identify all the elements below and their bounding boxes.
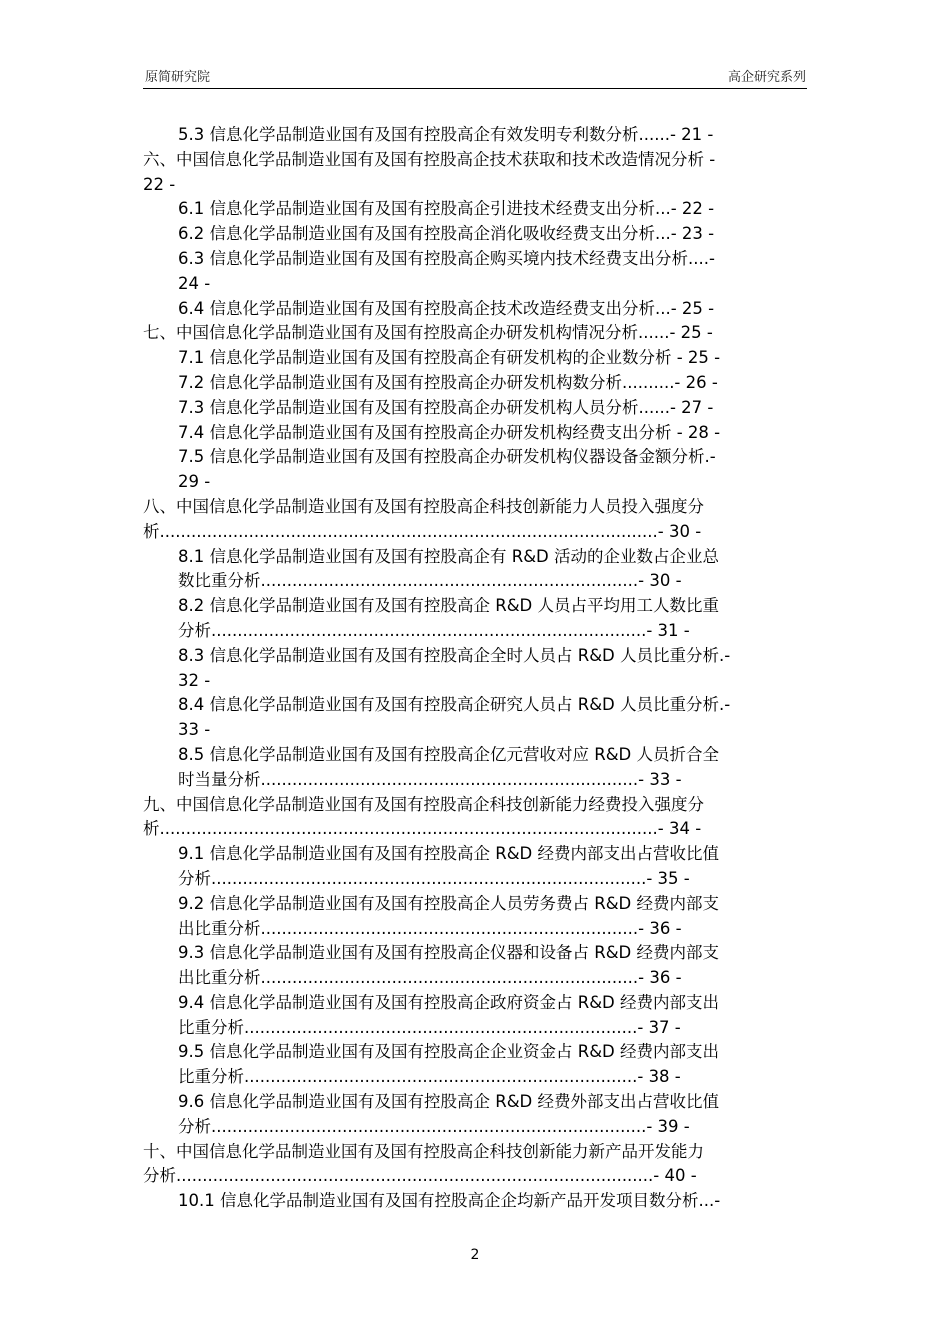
toc-entry-line[interactable]: 8.5 信息化学品制造业国有及国有控股高企亿元营收对应 R&D 人员折合全 — [178, 744, 720, 764]
toc-entry-line[interactable]: 比重分析...........................................................................- 37 - — [178, 1017, 681, 1037]
table-of-contents — [143, 123, 807, 1214]
toc-entry-line[interactable]: 数比重分析........................................................................- 30 - — [178, 571, 682, 591]
toc-entry-line[interactable]: 析...............................................................................................- 30 - — [143, 521, 702, 541]
toc-entry-line[interactable]: 9.3 信息化学品制造业国有及国有控股高企仪器和设备占 R&D 经费内部支 — [178, 943, 720, 963]
toc-entry-line[interactable]: 8.2 信息化学品制造业国有及国有控股高企 R&D 人员占平均用工人数比重 — [178, 596, 720, 616]
toc-entry-line[interactable]: 8.3 信息化学品制造业国有及国有控股高企全时人员占 R&D 人员比重分析.- — [178, 645, 731, 665]
header-right-text: 高企研究系列 — [727, 70, 806, 85]
toc-entry-line[interactable]: 分析...................................................................................- 39 - — [178, 1116, 690, 1136]
toc-entry-line[interactable]: 分析...................................................................................- 35 - — [178, 868, 690, 888]
toc-entry-line[interactable]: 33 - — [178, 720, 211, 740]
toc-entry-line[interactable]: 6.1 信息化学品制造业国有及国有控股高企引进技术经费支出分析...- 22 - — [178, 199, 715, 219]
toc-entry-line[interactable]: 六、中国信息化学品制造业国有及国有控股高企技术获取和技术改造情况分析 - — [143, 149, 716, 169]
toc-entry-line[interactable]: 8.4 信息化学品制造业国有及国有控股高企研究人员占 R&D 人员比重分析.- — [178, 695, 731, 715]
toc-entry-line[interactable]: 9.5 信息化学品制造业国有及国有控股高企企业资金占 R&D 经费内部支出 — [178, 1042, 720, 1062]
header-rule — [143, 88, 807, 89]
toc-entry-line[interactable]: 出比重分析........................................................................- 36 - — [178, 918, 682, 938]
toc-entry-line[interactable]: 十、中国信息化学品制造业国有及国有控股高企科技创新能力新产品开发能力 — [143, 1141, 704, 1161]
toc-entry-line[interactable]: 10.1 信息化学品制造业国有及国有控股高企企均新产品开发项目数分析...- — [178, 1191, 721, 1211]
toc-entry-line[interactable]: 七、中国信息化学品制造业国有及国有控股高企办研发机构情况分析......- 25 - — [143, 323, 713, 343]
toc-entry-line[interactable]: 分析...........................................................................................- 40 - — [143, 1166, 697, 1186]
toc-entry-line[interactable]: 7.1 信息化学品制造业国有及国有控股高企有研发机构的企业数分析 - 25 - — [178, 348, 721, 368]
toc-entry-line[interactable]: 八、中国信息化学品制造业国有及国有控股高企科技创新能力人员投入强度分 — [143, 496, 704, 516]
toc-entry-line[interactable]: 9.4 信息化学品制造业国有及国有控股高企政府资金占 R&D 经费内部支出 — [178, 992, 720, 1012]
toc-entry-line[interactable]: 6.4 信息化学品制造业国有及国有控股高企技术改造经费支出分析...- 25 - — [178, 298, 715, 318]
toc-entry-line[interactable]: 32 - — [178, 670, 211, 690]
toc-entry-line[interactable]: 7.5 信息化学品制造业国有及国有控股高企办研发机构仪器设备金额分析.- — [178, 447, 716, 467]
toc-entry-line[interactable]: 出比重分析........................................................................- 36 - — [178, 968, 682, 988]
header-left-text: 原简研究院 — [145, 70, 211, 85]
toc-entry-line[interactable]: 比重分析...........................................................................- 38 - — [178, 1067, 681, 1087]
toc-entry-line[interactable]: 5.3 信息化学品制造业国有及国有控股高企有效发明专利数分析......- 21 - — [178, 125, 714, 144]
toc-entry-line[interactable]: 9.2 信息化学品制造业国有及国有控股高企人员劳务费占 R&D 经费内部支 — [178, 893, 720, 913]
toc-entry-line[interactable]: 22 - — [143, 174, 176, 194]
toc-entry-line[interactable]: 析...............................................................................................- 34 - — [143, 819, 702, 839]
toc-entry-line[interactable]: 9.6 信息化学品制造业国有及国有控股高企 R&D 经费外部支出占营收比值 — [178, 1092, 720, 1112]
toc-entry-line[interactable]: 6.2 信息化学品制造业国有及国有控股高企消化吸收经费支出分析...- 23 - — [178, 224, 715, 244]
toc-entry-line[interactable]: 时当量分析........................................................................- 33 - — [178, 769, 682, 789]
toc-entry-line[interactable]: 24 - — [178, 273, 211, 293]
toc-entry-line[interactable]: 7.4 信息化学品制造业国有及国有控股高企办研发机构经费支出分析 - 28 - — [178, 422, 721, 442]
page-number: 2 — [470, 1247, 480, 1263]
toc-entry-line[interactable]: 7.3 信息化学品制造业国有及国有控股高企办研发机构人员分析......- 27 - — [178, 397, 714, 417]
toc-entry-line[interactable]: 29 - — [178, 472, 211, 492]
toc-entry-line[interactable]: 7.2 信息化学品制造业国有及国有控股高企办研发机构数分析..........- 26 - — [178, 372, 718, 392]
toc-entry-line[interactable]: 分析...................................................................................- 31 - — [178, 620, 690, 640]
toc-entry-line[interactable]: 8.1 信息化学品制造业国有及国有控股高企有 R&D 活动的企业数占企业总 — [178, 546, 720, 566]
toc-entry-line[interactable]: 6.3 信息化学品制造业国有及国有控股高企购买境内技术经费支出分析....- — [178, 248, 715, 268]
toc-entry-line[interactable]: 九、中国信息化学品制造业国有及国有控股高企科技创新能力经费投入强度分 — [143, 794, 704, 814]
toc-entry-line[interactable]: 9.1 信息化学品制造业国有及国有控股高企 R&D 经费内部支出占营收比值 — [178, 844, 720, 864]
